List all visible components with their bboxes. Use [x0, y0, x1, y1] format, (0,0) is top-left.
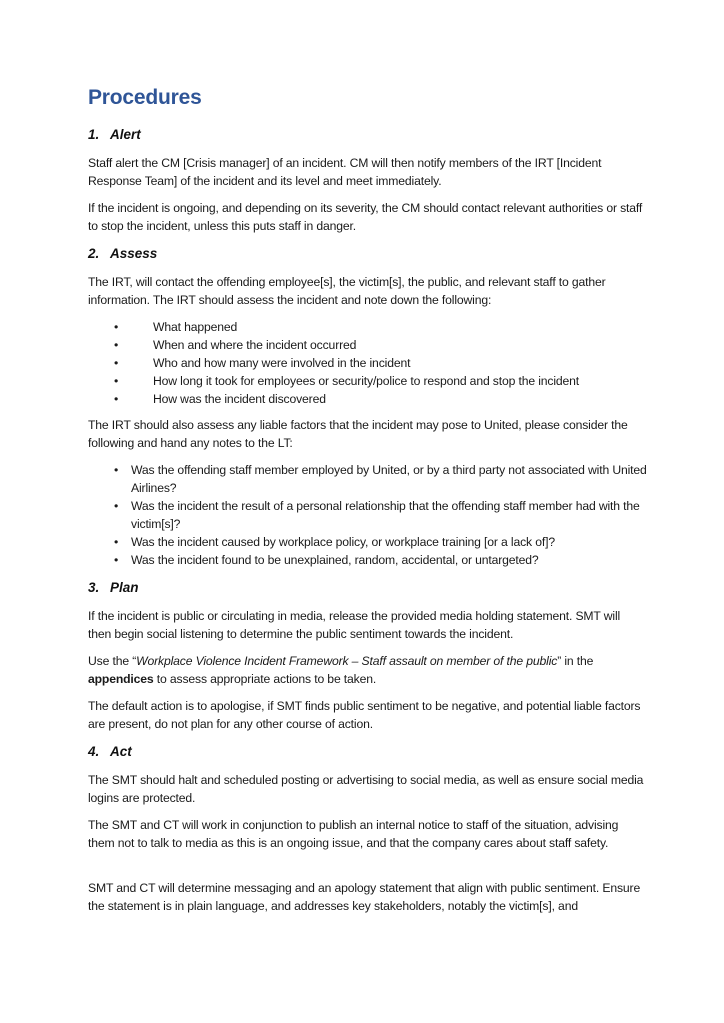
framework-title: Workplace Violence Incident Framework – Staff assault on member of the public: [136, 654, 558, 668]
section-title: Assess: [110, 246, 158, 261]
bullet-icon: •: [114, 320, 119, 334]
bullet-icon: •: [114, 374, 119, 388]
paragraph: The SMT should halt and scheduled posting or advertising to social media, as well as ensure social media logins are protected.: [88, 773, 644, 805]
paragraph: The IRT should also assess any liable factors that the incident may pose to United, please consider the following and hand any notes to the LT:: [88, 418, 628, 450]
paragraph: If the incident is ongoing, and depending on its severity, the CM should contact relevant authorities or staff to stop the incident, unless this puts staff in danger.: [88, 201, 643, 233]
paragraph: If the incident is public or circulating in media, release the provided media holding statement. SMT will then begin social listening to determine the public sentiment towards the incident.: [88, 609, 621, 641]
assessment-list: [88, 318, 648, 408]
list-item: • How long it took for employees or security/police to respond and stop the incident: [114, 374, 580, 388]
paragraph: SMT and CT will determine messaging and an apology statement that align with public sentiment. Ensure the statement is in plain language, and addresses key stakeholders, notably the victim[s], and: [88, 881, 641, 913]
section-title: Alert: [110, 127, 141, 142]
paragraph: The default action is to apologise, if SMT finds public sentiment to be negative, and potential liable factors are present, do not plan for any other course of action.: [88, 699, 641, 731]
bullet-icon: •: [114, 499, 119, 513]
section-heading-act: [88, 744, 132, 759]
section-heading-plan: [88, 580, 139, 595]
bullet-icon: •: [114, 356, 119, 370]
bullet-icon: •: [114, 535, 119, 549]
list-item: • Was the incident found to be unexplained, random, accidental, or untargeted?: [114, 553, 539, 567]
liability-list: [88, 461, 648, 569]
section-number: 4.: [88, 744, 100, 759]
page-title: Procedures: [88, 86, 202, 109]
section-title: Plan: [110, 580, 139, 595]
paragraph: Staff alert the CM [Crisis manager] of an incident. CM will then notify members of the IRT [Incident Response Team] of the incident and its level and meet immediately.: [88, 156, 602, 188]
list-item: • Was the offending staff member employed by United, or by a third party not associated with United Airlines?: [114, 463, 647, 495]
paragraph: The SMT and CT will work in conjunction to publish an internal notice to staff of the situation, advising them not to talk to media as this is an ongoing issue, and that the company cares about staff safety.: [88, 818, 619, 850]
list-item: • Was the incident caused by workplace policy, or workplace training [or a lack of]?: [114, 535, 555, 549]
list-item: • How was the incident discovered: [114, 392, 326, 406]
paragraph-framework-reference: Use the “Workplace Violence Incident Framework – Staff assault on member of the public” in the appendices to assess appropriate actions to be taken.: [88, 654, 594, 686]
section-heading-assess: [88, 246, 157, 261]
bullet-icon: •: [114, 463, 119, 477]
list-item: • What happened: [114, 320, 238, 334]
section-title: Act: [110, 744, 132, 759]
bullet-icon: •: [114, 553, 119, 567]
bullet-icon: •: [114, 392, 119, 406]
list-item: • Who and how many were involved in the incident: [114, 356, 411, 370]
section-number: 1.: [88, 127, 100, 142]
list-item: • When and where the incident occurred: [114, 338, 357, 352]
appendices-reference: appendices: [88, 672, 154, 686]
section-number: 3.: [88, 580, 100, 595]
bullet-icon: •: [114, 338, 119, 352]
section-heading-alert: [88, 127, 141, 142]
section-number: 2.: [88, 246, 100, 261]
list-item: • Was the incident the result of a personal relationship that the offending staff member had with the victim[s]?: [114, 499, 640, 531]
paragraph: The IRT, will contact the offending employee[s], the victim[s], the public, and relevant staff to gather information. The IRT should assess the incident and note down the following:: [88, 275, 606, 307]
